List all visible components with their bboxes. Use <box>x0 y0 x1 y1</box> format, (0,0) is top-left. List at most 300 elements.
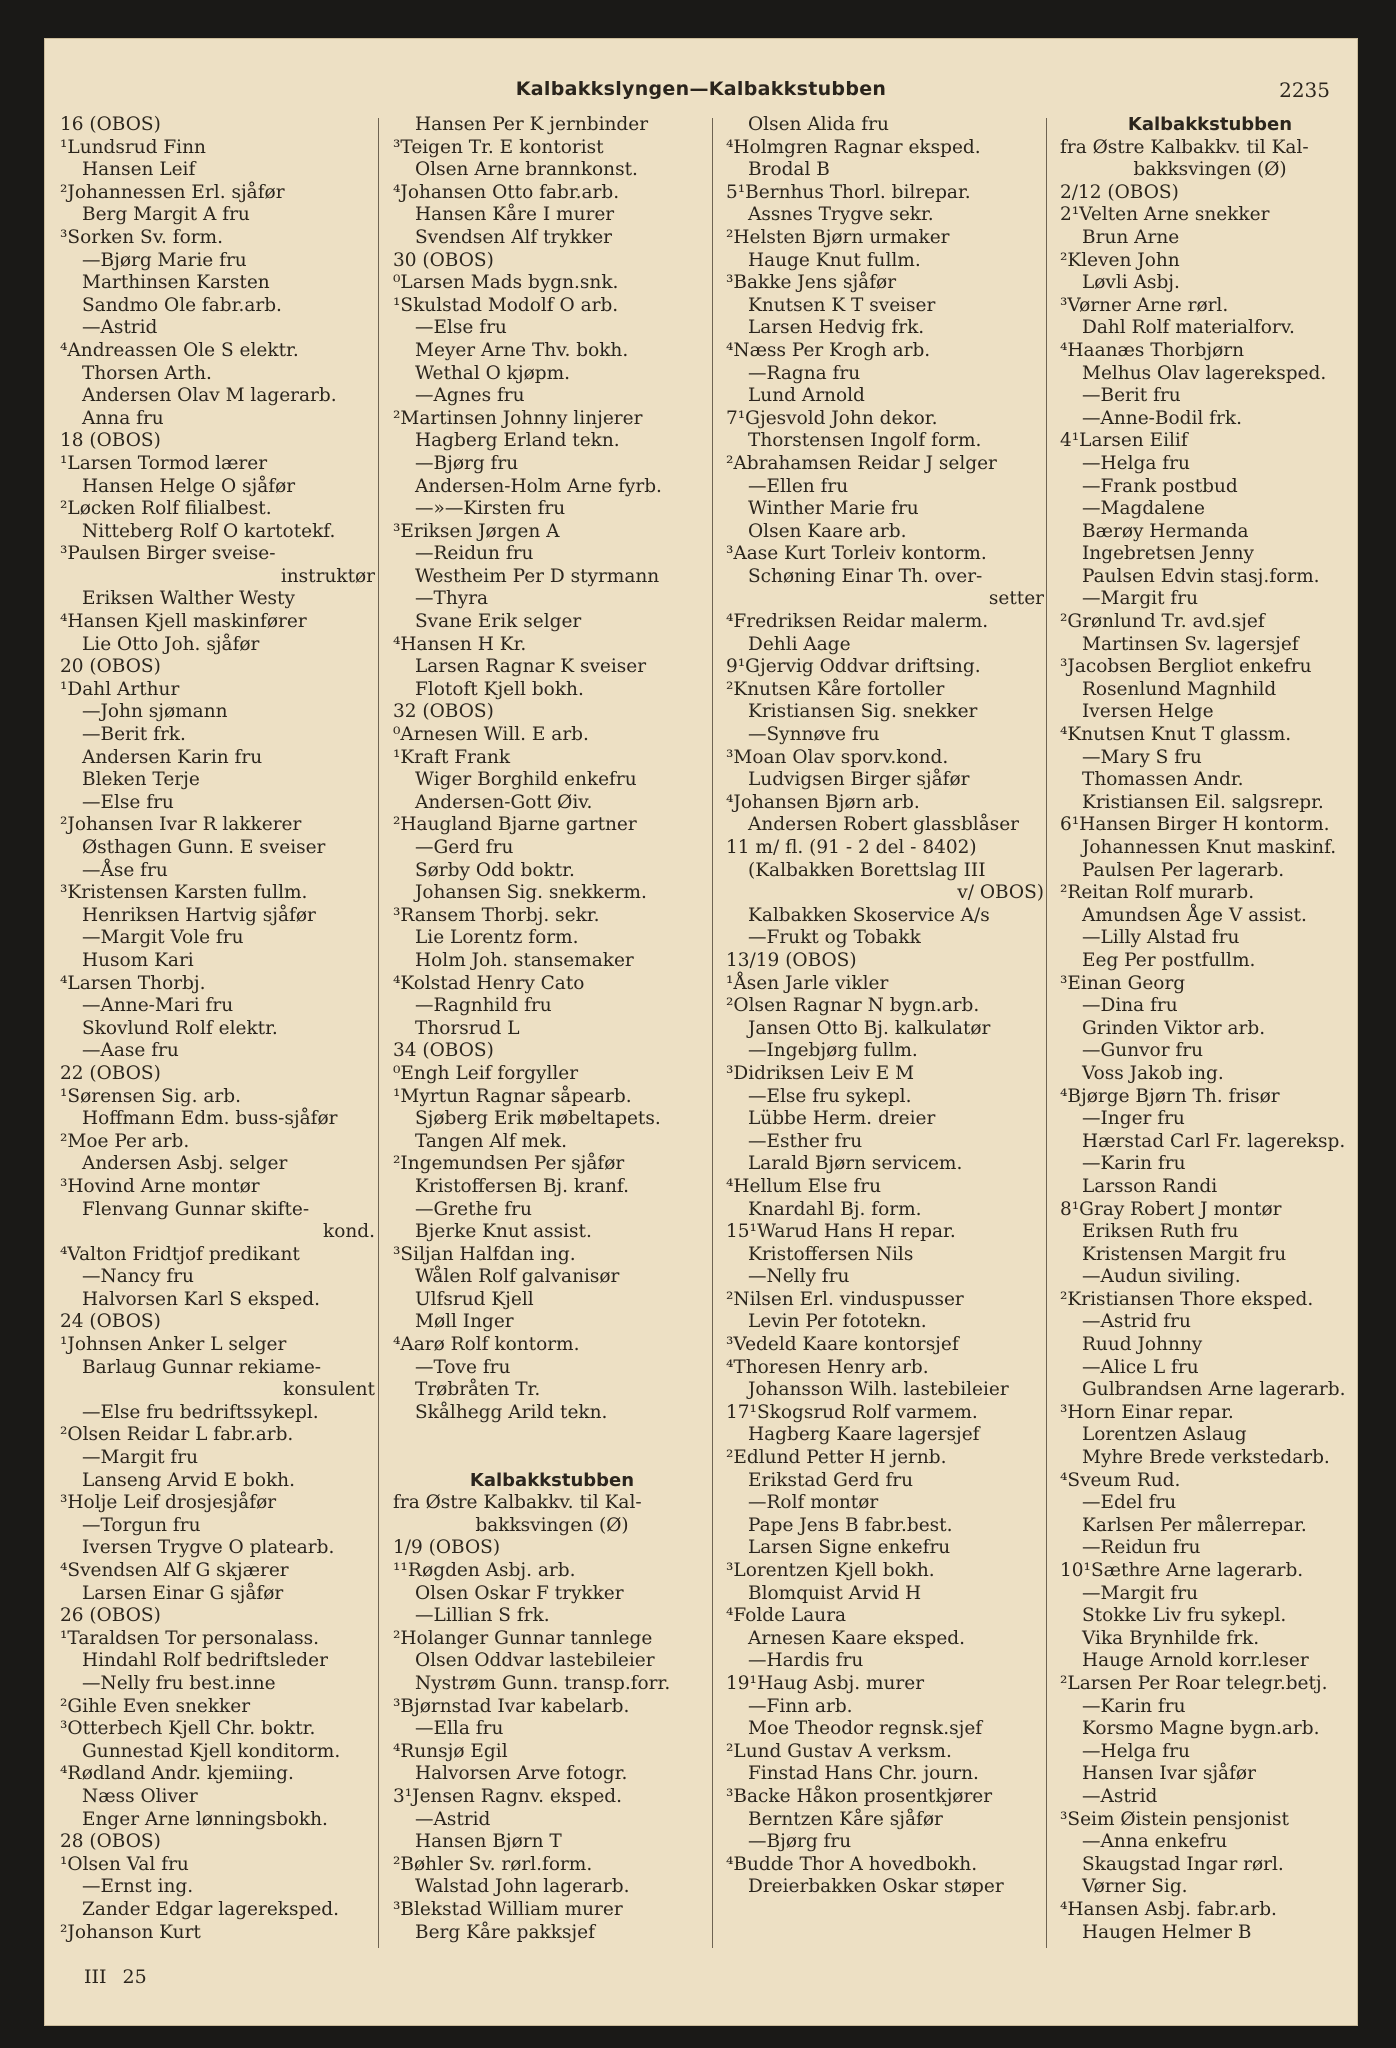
directory-entry: Larsen Hedvig frk. <box>748 317 925 339</box>
directory-entry: Paulsen Edvin stasj.form. <box>1082 565 1320 587</box>
directory-entry: Løvli Asbj. <box>1082 272 1180 294</box>
directory-entry: Hoffmann Edm. buss-sjåfør <box>82 1108 338 1130</box>
directory-entry: Iversen Trygve O platearb. <box>82 1537 335 1559</box>
directory-entry: —Hardis fru <box>748 1650 864 1672</box>
directory-entry: —Ragnhild fru <box>415 995 552 1017</box>
directory-entry: —Bjørg fru <box>748 1831 852 1853</box>
directory-entry: Thorsen Arth. <box>82 362 212 384</box>
directory-page <box>44 38 1358 2026</box>
directory-entry: Hansen Ivar sjåfør <box>1082 1763 1256 1785</box>
directory-entry: Arnesen Kaare eksped. <box>748 1627 966 1649</box>
directory-entry: Bleken Terje <box>82 769 200 791</box>
directory-entry: Ulfsrud Kjell <box>415 1288 534 1310</box>
directory-entry: Olsen Kaare arb. <box>748 520 907 542</box>
directory-entry: ⁴Johansen Bjørn arb. <box>726 791 920 813</box>
directory-entry: Bjerke Knut assist. <box>415 1221 592 1243</box>
directory-entry: Voss Jakob ing. <box>1082 1062 1224 1084</box>
directory-entry: Lie Otto Joh. sjåfør <box>82 633 260 655</box>
directory-columns <box>60 114 1350 1954</box>
directory-entry: Brodal B <box>748 159 830 181</box>
directory-entry: —Karin fru <box>1082 1153 1186 1175</box>
directory-entry: ²Johannessen Erl. sjåfør <box>60 181 285 203</box>
directory-entry <box>393 1424 711 1447</box>
directory-entry: Larsson Randi <box>1082 1175 1218 1197</box>
directory-entry: Tangen Alf mek. <box>415 1130 568 1152</box>
directory-entry: —Helga fru <box>1082 452 1190 474</box>
directory-entry: Kristiansen Eil. salgsrepr. <box>1082 791 1324 813</box>
directory-entry: Svane Erik selger <box>415 611 582 633</box>
directory-entry: Flenvang Gunnar skifte- <box>82 1198 310 1220</box>
directory-entry: ³Aase Kurt Torleiv kontorm. <box>726 543 987 565</box>
directory-entry: Andersen Asbj. selger <box>82 1153 288 1175</box>
directory-entry: —Bjørg fru <box>415 452 519 474</box>
directory-entry: Andersen Robert glassblåser <box>748 814 1020 836</box>
directory-entry: 7¹Gjesvold John dekor. <box>726 407 938 429</box>
directory-entry: Halvorsen Karl S eksped. <box>82 1288 320 1310</box>
directory-entry: —Astrid <box>82 317 158 339</box>
directory-entry: Larsen Signe enkefru <box>748 1537 951 1559</box>
directory-entry: Assnes Trygve sekr. <box>748 204 934 226</box>
directory-entry: Enger Arne lønningsbokh. <box>82 1808 328 1830</box>
directory-entry: Olsen Alida fru <box>748 114 889 135</box>
directory-entry: Finstad Hans Chr. journ. <box>748 1763 979 1785</box>
directory-entry: ³Lorentzen Kjell bokh. <box>726 1560 935 1581</box>
directory-entry: Skaugstad Ingar rørl. <box>1082 1853 1284 1875</box>
directory-entry: —Aase fru <box>82 1040 179 1062</box>
directory-entry: ³Holje Leif drosjesjåfør <box>60 1492 277 1514</box>
directory-entry: ²Helsten Bjørn urmaker <box>726 226 950 248</box>
directory-entry: Johansen Sig. snekkerm. <box>415 882 647 904</box>
directory-entry: ³Siljan Halfdan ing. <box>393 1243 576 1265</box>
directory-entry: Moe Theodor regnsk.sjef <box>748 1718 983 1740</box>
directory-entry: Ludvigsen Birger sjåfør <box>748 769 970 791</box>
directory-entry: Hauge Knut fullm. <box>748 249 921 271</box>
directory-entry: Lanseng Arvid E bokh. <box>82 1469 295 1491</box>
directory-entry: Svendsen Alf trykker <box>415 226 613 248</box>
directory-entry: ⁴Hansen Kjell maskinfører <box>60 611 307 633</box>
directory-entry: ¹Lundsrud Finn <box>60 136 206 158</box>
page-number: 2235 <box>1279 78 1330 102</box>
directory-entry: Meyer Arne Thv. bokh. <box>415 339 629 361</box>
directory-entry: —Grethe fru <box>415 1198 532 1220</box>
column-4 <box>1060 114 1360 1954</box>
directory-entry: ⁰Engh Leif forgyller <box>393 1062 579 1084</box>
directory-entry: ³Didriksen Leiv E M <box>726 1062 915 1084</box>
directory-entry: ¹Sørensen Sig. arb. <box>60 1085 241 1107</box>
directory-entry: Ingebretsen Jenny <box>1082 543 1254 565</box>
directory-entry: ³Sorken Sv. form. <box>60 226 223 248</box>
directory-entry: —Else fru <box>415 317 507 339</box>
directory-entry: —Lillian S frk. <box>415 1605 550 1627</box>
directory-entry: —Rolf montør <box>748 1492 879 1514</box>
directory-entry: —Åse fru <box>82 859 168 881</box>
directory-entry: Kristoffersen Nils <box>748 1243 914 1265</box>
directory-entry: Kristiansen Sig. snekker <box>748 701 978 723</box>
directory-entry: ³Seim Øistein pensjonist <box>1060 1808 1289 1830</box>
directory-entry: Olsen Arne brannkonst. <box>415 159 638 181</box>
directory-entry: Thorsrud L <box>415 1017 520 1039</box>
directory-entry: 2¹Velten Arne snekker <box>1060 204 1270 226</box>
directory-entry: Johansson Wilh. lastebileier <box>748 1379 1009 1401</box>
directory-entry: ⁴Knutsen Knut T glassm. <box>1060 724 1292 746</box>
directory-entry: ⁴Fredriksen Reidar malerm. <box>726 611 989 633</box>
directory-entry: Barlaug Gunnar rekiame- <box>82 1356 322 1378</box>
directory-entry: Brun Arne <box>1082 226 1180 248</box>
directory-entry: ⁴Kolstad Henry Cato <box>393 972 585 994</box>
directory-entry: Henriksen Hartvig sjåfør <box>82 904 316 926</box>
directory-entry: Andersen Karin fru <box>82 746 263 768</box>
directory-entry: ²Olsen Reidar L fabr.arb. <box>60 1424 294 1446</box>
directory-entry: —Berit fru <box>1082 385 1181 407</box>
directory-entry: Dehli Aage <box>748 633 851 655</box>
directory-entry: Melhus Olav lagereksped. <box>1082 362 1327 384</box>
directory-entry <box>393 1447 711 1470</box>
directory-entry: Wålen Rolf galvanisør <box>415 1266 620 1288</box>
directory-entry: Hauge Arnold korr.leser <box>1082 1650 1309 1672</box>
directory-entry: Sjøberg Erik møbeltapets. <box>415 1108 661 1130</box>
directory-entry: Walstad John lagerarb. <box>415 1876 630 1898</box>
directory-entry: Schøning Einar Th. over- <box>748 565 983 587</box>
directory-entry: —Else fru bedriftssykepl. <box>82 1401 319 1423</box>
directory-entry: ⁴Andreassen Ole S elektr. <box>60 339 299 361</box>
directory-entry: Knardahl Bj. form. <box>748 1198 922 1220</box>
directory-entry: Thomassen Andr. <box>1082 769 1244 791</box>
directory-entry: Hærstad Carl Fr. lagereksp. <box>1082 1130 1346 1152</box>
directory-entry: ⁴Aarø Rolf kontorm. <box>393 1334 580 1356</box>
directory-entry: Næss Oliver <box>82 1785 198 1807</box>
directory-entry: ²Holanger Gunnar tannlege <box>393 1627 653 1649</box>
directory-entry: —Magdalene <box>1082 498 1205 520</box>
directory-entry: —Torgun fru <box>82 1514 201 1536</box>
directory-entry: ¹Åsen Jarle vikler <box>726 972 889 994</box>
directory-entry: —Inger fru <box>1082 1108 1185 1130</box>
directory-entry: ³Moan Olav sporv.kond. <box>726 746 949 768</box>
directory-entry: ²Johansen Ivar R lakkerer <box>60 814 302 836</box>
directory-entry: Lorentzen Aslaug <box>1082 1424 1247 1446</box>
directory-entry: ³Blekstad William murer <box>393 1898 623 1920</box>
directory-entry: ²Martinsen Johnny linjerer <box>393 407 643 429</box>
directory-entry: Kristoffersen Bj. kranf. <box>415 1175 629 1197</box>
directory-entry: ²Kristiansen Thore eksped. <box>1060 1288 1314 1310</box>
directory-entry: ³Vørner Arne rørl. <box>1060 294 1229 316</box>
directory-entry: 1/9 (OBOS) <box>393 1537 501 1559</box>
directory-entry: Rosenlund Magnhild <box>1082 678 1277 700</box>
directory-entry: ³Hovind Arne montør <box>60 1175 260 1197</box>
directory-entry: Hagberg Erland tekn. <box>415 430 620 452</box>
directory-entry: —Astrid <box>415 1808 491 1830</box>
directory-entry: —John sjømann <box>82 701 228 723</box>
directory-entry: ⁴Hellum Else fru <box>726 1175 882 1197</box>
directory-entry: Hansen Bjørn T <box>415 1831 562 1853</box>
directory-entry: ²Grønlund Tr. avd.sjef <box>1060 611 1265 633</box>
directory-entry: —Margit fru <box>1082 1582 1198 1604</box>
directory-entry: ³Backe Håkon prosentkjører <box>726 1785 993 1807</box>
directory-entry: Levin Per fototekn. <box>748 1311 927 1333</box>
directory-entry: kond. <box>323 1221 375 1243</box>
directory-entry: ³Einan Georg <box>1060 972 1186 994</box>
directory-entry: bakksvingen (Ø) <box>475 1514 629 1536</box>
directory-entry: ⁴Sveum Rud. <box>1060 1469 1181 1491</box>
directory-entry: Kristensen Margit fru <box>1082 1243 1287 1265</box>
directory-entry: —Thyra <box>415 588 489 610</box>
page-footer: III 25 <box>84 1966 147 1988</box>
directory-entry: 11 m/ fl. (91 - 2 del - 8402) <box>726 837 977 858</box>
directory-entry: ⁴Johansen Otto fabr.arb. <box>393 181 620 203</box>
directory-entry: ²Knutsen Kåre fortoller <box>726 678 945 700</box>
directory-entry: —Audun siviling. <box>1082 1266 1241 1288</box>
directory-entry: —Astrid fru <box>1082 1311 1191 1333</box>
directory-entry: Larald Bjørn servicem. <box>748 1153 963 1175</box>
directory-entry: 13/19 (OBOS) <box>726 949 857 971</box>
directory-entry: 2/12 (OBOS) <box>1060 181 1179 203</box>
directory-entry: ²Lund Gustav A verksm. <box>726 1740 952 1762</box>
directory-entry: Eeg Per postfullm. <box>1082 949 1256 971</box>
directory-entry: Myhre Brede verkstedarb. <box>1082 1447 1330 1469</box>
directory-entry: Andersen-Holm Arne fyrb. <box>415 475 662 497</box>
directory-entry: —Nelly fru <box>748 1266 850 1288</box>
directory-entry: —Ella fru <box>415 1718 504 1740</box>
directory-entry: 4¹Larsen Eilif <box>1060 430 1188 452</box>
directory-entry: Paulsen Per lagerarb. <box>1082 859 1285 881</box>
directory-entry: Westheim Per D styrmann <box>415 565 660 587</box>
directory-entry: Karlsen Per målerrepar. <box>1082 1514 1307 1536</box>
directory-entry: —Dina fru <box>1082 995 1178 1017</box>
directory-entry: —Berit frk. <box>82 724 186 746</box>
directory-entry: Martinsen Sv. lagersjef <box>1082 633 1299 655</box>
directory-entry: —Esther fru <box>748 1130 863 1152</box>
directory-entry: Olsen Oskar F trykker <box>415 1582 624 1604</box>
directory-entry: Korsmo Magne bygn.arb. <box>1082 1718 1320 1740</box>
directory-entry: 16 (OBOS) <box>60 114 161 135</box>
directory-entry: —Gerd fru <box>415 837 514 858</box>
directory-entry: ⁴Valton Fridtjof predikant <box>60 1243 300 1265</box>
directory-entry: Berg Margit A fru <box>82 204 250 226</box>
directory-entry: Nystrøm Gunn. transp.forr. <box>415 1672 671 1694</box>
directory-entry: Hansen Kåre I murer <box>415 204 615 226</box>
directory-entry: Hagberg Kaare lagersjef <box>748 1424 980 1446</box>
directory-entry: ¹¹Røgden Asbj. arb. <box>393 1560 576 1581</box>
directory-entry: —Margit fru <box>82 1447 198 1469</box>
directory-entry: Zander Edgar lagereksped. <box>82 1898 340 1920</box>
directory-entry: Gunnestad Kjell konditorm. <box>82 1740 341 1762</box>
directory-entry: ⁴Thoresen Henry arb. <box>726 1356 929 1378</box>
directory-entry: 6¹Hansen Birger H kontorm. <box>1060 814 1330 836</box>
directory-entry: ²Ingemundsen Per sjåfør <box>393 1153 625 1175</box>
directory-entry: ¹Larsen Tormod lærer <box>60 452 268 474</box>
column-2 <box>393 114 711 1954</box>
directory-entry: —Frukt og Tobakk <box>748 927 921 949</box>
directory-entry: Winther Marie fru <box>748 498 919 520</box>
directory-entry: Eriksen Ruth fru <box>1082 1221 1239 1243</box>
directory-entry: 8¹Gray Robert J montør <box>1060 1198 1282 1220</box>
directory-entry: Sørby Odd boktr. <box>415 859 575 881</box>
directory-entry: ¹Olsen Val fru <box>60 1853 189 1875</box>
directory-entry: Iversen Helge <box>1082 701 1214 723</box>
directory-entry: Jansen Otto Bj. kalkulatør <box>748 1017 991 1039</box>
directory-entry: ¹Kraft Frank <box>393 746 511 768</box>
directory-entry: ¹Myrtun Ragnar såpearb. <box>393 1085 632 1107</box>
directory-entry: Berntzen Kåre sjåfør <box>748 1808 943 1830</box>
directory-entry: —Ingebjørg fullm. <box>748 1040 918 1062</box>
directory-entry: Halvorsen Arve fotogr. <box>415 1763 628 1785</box>
directory-entry: Flotoft Kjell bokh. <box>415 678 584 700</box>
directory-entry: Trøbråten Tr. <box>415 1379 541 1401</box>
directory-entry: bakksvingen (Ø) <box>1133 159 1287 181</box>
directory-entry: Knutsen K T sveiser <box>748 294 936 316</box>
directory-entry: ³Vedeld Kaare kontorsjef <box>726 1334 959 1356</box>
directory-entry: ²Larsen Per Roar telegr.betj. <box>1060 1672 1328 1694</box>
directory-entry: Andersen-Gott Øiv. <box>415 791 593 813</box>
directory-entry: ³Bjørnstad Ivar kabelarb. <box>393 1695 630 1717</box>
directory-entry: Lie Lorentz form. <box>415 927 579 949</box>
directory-entry: —Synnøve fru <box>748 724 880 746</box>
directory-entry: Blomquist Arvid H <box>748 1582 922 1604</box>
directory-entry: 20 (OBOS) <box>60 656 161 678</box>
directory-entry: Olsen Oddvar lastebileier <box>415 1650 655 1672</box>
directory-entry: ²Abrahamsen Reidar J selger <box>726 452 997 474</box>
directory-entry: Grinden Viktor arb. <box>1082 1017 1266 1039</box>
directory-entry: (Kalbakken Borettslag III <box>748 859 986 881</box>
directory-entry: 10¹Sæthre Arne lagerarb. <box>1060 1560 1304 1581</box>
directory-entry: ²Gihle Even snekker <box>60 1695 251 1717</box>
directory-entry: Gulbrandsen Arne lagerarb. <box>1082 1379 1346 1401</box>
directory-entry: —Astrid <box>1082 1785 1158 1807</box>
directory-entry: —Lilly Alstad fru <box>1082 927 1240 949</box>
directory-entry: ⁴Runsjø Egil <box>393 1740 508 1762</box>
directory-entry: ⁴Budde Thor A hovedbokh. <box>726 1853 978 1875</box>
directory-entry: ³Ransem Thorbj. sekr. <box>393 904 600 926</box>
directory-entry: Johannessen Knut maskinf. <box>1082 837 1337 858</box>
directory-entry: 5¹Bernhus Thorl. bilrepar. <box>726 181 971 203</box>
directory-entry: Møll Inger <box>415 1311 514 1333</box>
directory-entry: —»—Kirsten fru <box>415 498 566 520</box>
directory-entry: —Helga fru <box>1082 1740 1190 1762</box>
directory-entry: —Finn arb. <box>748 1695 853 1717</box>
page-header <box>44 78 1358 110</box>
directory-entry: —Nancy fru <box>82 1266 194 1288</box>
directory-entry: ¹Taraldsen Tor personalass. <box>60 1627 320 1649</box>
directory-entry: Thorstensen Ingolf form. <box>748 430 982 452</box>
directory-entry: ⁴Næss Per Krogh arb. <box>726 339 931 361</box>
directory-entry: —Alice L fru <box>1082 1356 1199 1378</box>
directory-entry: ⁴Hansen Asbj. fabr.arb. <box>1060 1898 1277 1920</box>
directory-entry: Vika Brynhilde frk. <box>1082 1627 1260 1649</box>
directory-entry: Vørner Sig. <box>1082 1876 1188 1898</box>
directory-entry: 15¹Warud Hans H repar. <box>726 1221 956 1243</box>
directory-entry: ²Edlund Petter H jernb. <box>726 1447 947 1469</box>
directory-entry: Skovlund Rolf elektr. <box>82 1017 278 1039</box>
directory-entry: ²Kleven John <box>1060 249 1180 271</box>
directory-entry: —Nelly fru best.inne <box>82 1672 276 1694</box>
directory-entry: ¹Skulstad Modolf O arb. <box>393 294 619 316</box>
directory-entry: Larsen Einar G sjåfør <box>82 1582 284 1604</box>
directory-entry: Wethal O kjøpm. <box>415 362 571 384</box>
directory-entry: ⁴Rødland Andr. kjemiing. <box>60 1763 294 1785</box>
directory-entry: Husom Kari <box>82 949 194 971</box>
directory-entry: —Ragna fru <box>748 362 861 384</box>
directory-entry: konsulent <box>283 1379 375 1401</box>
directory-entry: 9¹Gjervig Oddvar driftsing. <box>726 656 981 678</box>
directory-entry: —Edel fru <box>1082 1492 1177 1514</box>
directory-entry: 26 (OBOS) <box>60 1605 161 1627</box>
directory-entry: 22 (OBOS) <box>60 1062 161 1084</box>
directory-entry: instruktør <box>280 565 375 587</box>
directory-entry: —Gunvor fru <box>1082 1040 1204 1062</box>
directory-entry: 30 (OBOS) <box>393 249 494 271</box>
directory-entry: Hansen Helge O sjåfør <box>82 475 296 497</box>
directory-entry: Hansen Leif <box>82 159 196 181</box>
directory-entry: Østhagen Gunn. E sveiser <box>82 837 326 858</box>
page-title: Kalbakkslyngen—Kalbakkstubben <box>515 78 887 100</box>
directory-entry: Dahl Rolf materialforv. <box>1082 317 1295 339</box>
directory-entry: —Ellen fru <box>748 475 849 497</box>
directory-entry: v/ OBOS) <box>957 882 1044 904</box>
directory-entry: Hindahl Rolf bedriftsleder <box>82 1650 328 1672</box>
directory-entry: Bærøy Hermanda <box>1082 520 1249 542</box>
directory-entry: —Anne-Bodil frk. <box>1082 407 1242 429</box>
directory-entry: setter <box>988 588 1044 610</box>
directory-entry: Lund Arnold <box>748 385 865 407</box>
directory-entry: Amundsen Åge V assist. <box>1082 904 1307 926</box>
directory-entry: ²Bøhler Sv. rørl.form. <box>393 1853 593 1875</box>
directory-entry: 28 (OBOS) <box>60 1831 161 1853</box>
directory-entry: ²Løcken Rolf filialbest. <box>60 498 272 520</box>
directory-entry: Eriksen Walther Westy <box>82 588 295 610</box>
directory-entry: ⁴Svendsen Alf G skjærer <box>60 1560 289 1581</box>
street-heading: Kalbakkstubben <box>1127 114 1293 135</box>
directory-entry: Skålhegg Arild tekn. <box>415 1401 608 1423</box>
directory-entry: Pape Jens B fabr.best. <box>748 1514 953 1536</box>
directory-entry: Haugen Helmer B <box>1082 1921 1252 1943</box>
directory-entry: ¹Dahl Arthur <box>60 678 180 700</box>
directory-entry: ²Reitan Rolf murarb. <box>1060 882 1255 904</box>
directory-entry: Sandmo Ole fabr.arb. <box>82 294 282 316</box>
directory-entry: 3¹Jensen Ragnv. eksped. <box>393 1785 623 1807</box>
directory-entry: ³Eriksen Jørgen A <box>393 520 560 542</box>
directory-entry: ⁰Arnesen Will. E arb. <box>393 724 589 746</box>
directory-entry: ²Nilsen Erl. vinduspusser <box>726 1288 964 1310</box>
directory-entry: —Frank postbud <box>1082 475 1238 497</box>
directory-entry: Andersen Olav M lagerarb. <box>82 385 337 407</box>
directory-entry: ⁴Larsen Thorbj. <box>60 972 206 994</box>
directory-entry: fra Østre Kalbakkv. til Kal- <box>1060 136 1309 158</box>
directory-entry: —Else fru sykepl. <box>748 1085 912 1107</box>
directory-entry: —Agnes fru <box>415 385 525 407</box>
directory-entry: Hansen Per K jernbinder <box>415 114 649 135</box>
directory-entry: ³Otterbech Kjell Chr. boktr. <box>60 1718 316 1740</box>
directory-entry: ³Paulsen Birger sveise- <box>60 543 276 565</box>
directory-entry: Lübbe Herm. dreier <box>748 1108 936 1130</box>
directory-entry: ²Moe Per arb. <box>60 1130 190 1152</box>
directory-entry: Berg Kåre pakksjef <box>415 1921 595 1943</box>
directory-entry: ¹Johnsen Anker L selger <box>60 1334 287 1356</box>
directory-entry: 34 (OBOS) <box>393 1040 494 1062</box>
directory-entry: ⁰Larsen Mads bygn.snk. <box>393 272 619 294</box>
directory-entry: —Karin fru <box>1082 1695 1186 1717</box>
directory-entry: —Ernst ing. <box>82 1876 194 1898</box>
directory-entry: Kalbakken Skoservice A/s <box>748 904 990 926</box>
directory-entry: Nitteberg Rolf O kartotekf. <box>82 520 336 542</box>
directory-entry: ³Kristensen Karsten fullm. <box>60 882 308 904</box>
directory-entry: 18 (OBOS) <box>60 430 161 452</box>
directory-entry: ⁴Hansen H Kr. <box>393 633 527 655</box>
directory-entry: ⁴Folde Laura <box>726 1605 847 1627</box>
directory-entry: ⁴Holmgren Ragnar eksped. <box>726 136 981 158</box>
directory-entry: ²Johanson Kurt <box>60 1921 201 1943</box>
directory-entry: Dreierbakken Oskar støper <box>748 1876 1004 1898</box>
directory-entry: —Margit Vole fru <box>82 927 244 949</box>
directory-entry: 17¹Skogsrud Rolf varmem. <box>726 1401 978 1423</box>
